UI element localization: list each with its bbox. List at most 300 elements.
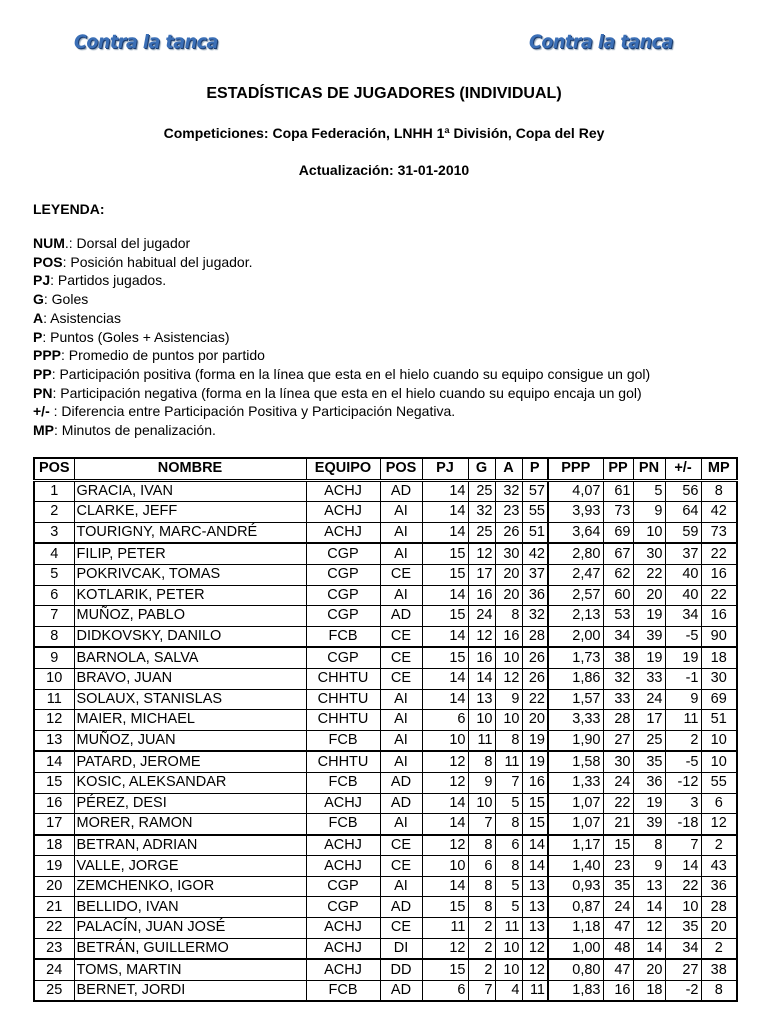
cell-p: 13	[522, 918, 548, 939]
cell-mp: 16	[701, 606, 737, 627]
cell-position: AD	[380, 772, 422, 793]
update-date: Actualización: 31-01-2010	[298, 162, 470, 178]
cell-g: 2	[468, 918, 495, 939]
cell-: 2	[665, 730, 701, 751]
cell-nombre: TOURIGNY, MARC-ANDRÉ	[74, 522, 306, 543]
table-row	[34, 606, 737, 627]
table-row	[34, 522, 737, 543]
table-header-row	[34, 458, 737, 480]
cell-g: 13	[468, 689, 495, 710]
player-stats-table	[33, 457, 738, 1002]
cell-pos: 5	[34, 564, 74, 585]
cell-ppp: 1,57	[548, 689, 603, 710]
cell-pos: 13	[34, 730, 74, 751]
cell-g: 9	[468, 772, 495, 793]
table-row	[34, 689, 737, 710]
cell-g: 6	[468, 856, 495, 877]
cell-a: 8	[495, 814, 522, 835]
cell-pn: 10	[633, 522, 665, 543]
cell-ppp: 2,13	[548, 606, 603, 627]
cell-pos: 8	[34, 626, 74, 647]
cell-pp: 61	[603, 480, 633, 502]
cell-position: AI	[380, 751, 422, 772]
cell-p: 16	[522, 772, 548, 793]
cell-pn: 12	[633, 918, 665, 939]
cell-nombre: PATARD, JEROME	[74, 751, 306, 772]
cell-position: AI	[380, 710, 422, 731]
cell-pj: 14	[422, 689, 468, 710]
legend-key: MP	[33, 422, 54, 439]
cell-g: 8	[468, 751, 495, 772]
cell-p: 51	[522, 522, 548, 543]
cell-mp: 28	[701, 897, 737, 918]
cell-nombre: MUÑOZ, JUAN	[74, 730, 306, 751]
cell-g: 2	[468, 938, 495, 959]
cell-ppp: 1,58	[548, 751, 603, 772]
legend-title: LEYENDA:	[33, 201, 105, 217]
cell-p: 11	[522, 980, 548, 1001]
cell-pn: 30	[633, 543, 665, 564]
cell-p: 12	[522, 938, 548, 959]
column-header: +/-	[665, 458, 701, 480]
logo-left: Contra la tanca	[74, 31, 218, 53]
cell-pj: 15	[422, 564, 468, 585]
cell-g: 8	[468, 897, 495, 918]
cell-pj: 14	[422, 522, 468, 543]
cell-pj: 14	[422, 668, 468, 689]
cell-g: 12	[468, 543, 495, 564]
table-row	[34, 564, 737, 585]
cell-equipo: CGP	[306, 564, 380, 585]
cell-: -5	[665, 751, 701, 772]
cell-pp: 16	[603, 980, 633, 1001]
cell-g: 8	[468, 835, 495, 856]
cell-: -12	[665, 772, 701, 793]
cell-ppp: 1,73	[548, 647, 603, 668]
cell-equipo: CHHTU	[306, 710, 380, 731]
cell-nombre: FILIP, PETER	[74, 543, 306, 564]
cell-position: CE	[380, 835, 422, 856]
table-row	[34, 959, 737, 980]
cell-a: 23	[495, 502, 522, 523]
column-header: PP	[603, 458, 633, 480]
cell-pp: 47	[603, 918, 633, 939]
column-header: EQUIPO	[306, 458, 380, 480]
cell-mp: 16	[701, 564, 737, 585]
table-row	[34, 897, 737, 918]
cell-a: 12	[495, 668, 522, 689]
cell-p: 22	[522, 689, 548, 710]
cell-ppp: 4,07	[548, 480, 603, 502]
cell-: 3	[665, 793, 701, 814]
cell-equipo: ACHJ	[306, 835, 380, 856]
cell-: 14	[665, 856, 701, 877]
table-row	[34, 751, 737, 772]
cell-ppp: 1,90	[548, 730, 603, 751]
cell-ppp: 2,80	[548, 543, 603, 564]
cell-pos: 12	[34, 710, 74, 731]
cell-pj: 15	[422, 543, 468, 564]
cell-p: 32	[522, 606, 548, 627]
cell-p: 12	[522, 959, 548, 980]
cell-equipo: ACHJ	[306, 480, 380, 502]
cell-pos: 1	[34, 480, 74, 502]
legend-desc: : Promedio de puntos por partido	[61, 347, 265, 364]
legend-item	[33, 309, 650, 328]
cell-a: 20	[495, 585, 522, 606]
cell-: 37	[665, 543, 701, 564]
table-row	[34, 856, 737, 877]
cell-ppp: 1,07	[548, 814, 603, 835]
cell-position: AI	[380, 689, 422, 710]
cell-pp: 35	[603, 876, 633, 897]
cell-pn: 35	[633, 751, 665, 772]
cell-g: 10	[468, 710, 495, 731]
cell-position: DI	[380, 938, 422, 959]
cell-a: 8	[495, 606, 522, 627]
legend-desc: : Posición habitual del jugador.	[62, 253, 253, 270]
cell-pos: 17	[34, 814, 74, 835]
cell-p: 37	[522, 564, 548, 585]
cell-nombre: DIDKOVSKY, DANILO	[74, 626, 306, 647]
legend-key: G	[33, 291, 44, 308]
cell-p: 13	[522, 897, 548, 918]
cell-pj: 12	[422, 835, 468, 856]
legend-desc: : Puntos (Goles + Asistencias)	[42, 328, 230, 345]
cell-position: AI	[380, 522, 422, 543]
cell-pj: 14	[422, 502, 468, 523]
cell-a: 11	[495, 751, 522, 772]
cell-a: 30	[495, 543, 522, 564]
cell-mp: 18	[701, 647, 737, 668]
cell-mp: 6	[701, 793, 737, 814]
cell-: -5	[665, 626, 701, 647]
table-row	[34, 730, 737, 751]
cell-pp: 53	[603, 606, 633, 627]
cell-equipo: ACHJ	[306, 502, 380, 523]
legend-key: NUM	[33, 235, 65, 251]
cell-: 22	[665, 876, 701, 897]
cell-equipo: CGP	[306, 585, 380, 606]
cell-equipo: FCB	[306, 980, 380, 1001]
cell-mp: 20	[701, 918, 737, 939]
cell-equipo: CGP	[306, 647, 380, 668]
cell-g: 12	[468, 626, 495, 647]
legend-key: PP	[33, 365, 52, 382]
cell-g: 8	[468, 876, 495, 897]
cell-ppp: 1,40	[548, 856, 603, 877]
cell-a: 16	[495, 626, 522, 647]
cell-nombre: SOLAUX, STANISLAS	[74, 689, 306, 710]
table-row	[34, 980, 737, 1001]
cell-a: 26	[495, 522, 522, 543]
cell-: 10	[665, 897, 701, 918]
cell-position: CE	[380, 647, 422, 668]
cell-pos: 9	[34, 647, 74, 668]
cell-pos: 4	[34, 543, 74, 564]
cell-p: 14	[522, 835, 548, 856]
cell-equipo: CGP	[306, 876, 380, 897]
cell-pn: 25	[633, 730, 665, 751]
legend-key: A	[33, 309, 44, 326]
cell-pp: 34	[603, 626, 633, 647]
cell-nombre: MUÑOZ, PABLO	[74, 606, 306, 627]
column-header: PN	[633, 458, 665, 480]
cell-pn: 18	[633, 980, 665, 1001]
cell-g: 10	[468, 793, 495, 814]
cell-mp: 22	[701, 543, 737, 564]
table-row	[34, 938, 737, 959]
cell-a: 10	[495, 647, 522, 668]
column-header: MP	[701, 458, 737, 480]
cell-ppp: 1,83	[548, 980, 603, 1001]
cell-mp: 43	[701, 856, 737, 877]
cell-ppp: 0,80	[548, 959, 603, 980]
cell-pj: 6	[422, 980, 468, 1001]
cell-pos: 14	[34, 751, 74, 772]
cell-pj: 10	[422, 730, 468, 751]
cell-p: 19	[522, 751, 548, 772]
legend-key: PPP	[33, 347, 62, 364]
cell-pj: 14	[422, 585, 468, 606]
cell-: 40	[665, 564, 701, 585]
cell-equipo: ACHJ	[306, 959, 380, 980]
cell-position: CE	[380, 918, 422, 939]
competitions-subtitle: Competiciones: Copa Federación, LNHH 1ª División, Copa del Rey	[163, 125, 605, 141]
legend-item	[33, 365, 650, 384]
cell-: 9	[665, 689, 701, 710]
legend-key: PJ	[33, 272, 51, 289]
cell-: 40	[665, 585, 701, 606]
table-row	[34, 585, 737, 606]
cell-equipo: ACHJ	[306, 938, 380, 959]
cell-pn: 20	[633, 585, 665, 606]
cell-p: 19	[522, 730, 548, 751]
cell-: 56	[665, 480, 701, 502]
cell-pos: 24	[34, 959, 74, 980]
cell-a: 9	[495, 689, 522, 710]
legend-desc: .: Dorsal del jugador	[64, 235, 191, 251]
cell-pp: 38	[603, 647, 633, 668]
cell-equipo: CHHTU	[306, 668, 380, 689]
column-header: PJ	[422, 458, 468, 480]
cell-pn: 19	[633, 647, 665, 668]
cell-g: 25	[468, 522, 495, 543]
legend-desc: : Partidos jugados.	[50, 272, 167, 289]
cell-position: AI	[380, 814, 422, 835]
cell-pp: 47	[603, 959, 633, 980]
cell-nombre: PALACÍN, JUAN JOSÉ	[74, 918, 306, 939]
cell-: 59	[665, 522, 701, 543]
column-header: A	[495, 458, 522, 480]
cell-pj: 15	[422, 897, 468, 918]
cell-nombre: ZEMCHENKO, IGOR	[74, 876, 306, 897]
cell-a: 5	[495, 876, 522, 897]
cell-pj: 14	[422, 876, 468, 897]
cell-pn: 5	[633, 480, 665, 502]
cell-position: DD	[380, 959, 422, 980]
legend-item	[33, 253, 650, 272]
table-row	[34, 835, 737, 856]
legend-item	[33, 234, 650, 253]
legend-desc: : Participación negativa (forma en la línea que esta en el hielo cuando su equipo encaja un gol)	[52, 384, 642, 401]
cell-ppp: 1,00	[548, 938, 603, 959]
cell-a: 32	[495, 480, 522, 502]
cell-position: AI	[380, 876, 422, 897]
cell-nombre: BARNOLA, SALVA	[74, 647, 306, 668]
table-row	[34, 543, 737, 564]
cell-equipo: FCB	[306, 814, 380, 835]
cell-pj: 11	[422, 918, 468, 939]
table-row	[34, 647, 737, 668]
cell-g: 17	[468, 564, 495, 585]
cell-pp: 60	[603, 585, 633, 606]
cell-mp: 38	[701, 959, 737, 980]
cell-ppp: 2,57	[548, 585, 603, 606]
cell-nombre: KOTLARIK, PETER	[74, 585, 306, 606]
cell-p: 14	[522, 856, 548, 877]
table-row	[34, 793, 737, 814]
legend-key: POS	[33, 253, 63, 270]
cell-pos: 15	[34, 772, 74, 793]
cell-p: 20	[522, 710, 548, 731]
cell-nombre: PÉREZ, DESI	[74, 793, 306, 814]
cell-mp: 51	[701, 710, 737, 731]
cell-equipo: FCB	[306, 730, 380, 751]
cell-ppp: 0,93	[548, 876, 603, 897]
cell-p: 26	[522, 647, 548, 668]
cell-nombre: CLARKE, JEFF	[74, 502, 306, 523]
cell-equipo: CHHTU	[306, 689, 380, 710]
cell-pos: 20	[34, 876, 74, 897]
cell-ppp: 1,86	[548, 668, 603, 689]
cell-pp: 24	[603, 897, 633, 918]
column-header: POS	[380, 458, 422, 480]
cell-g: 14	[468, 668, 495, 689]
cell-ppp: 3,33	[548, 710, 603, 731]
cell-nombre: MAIER, MICHAEL	[74, 710, 306, 731]
cell-pos: 2	[34, 502, 74, 523]
column-header: G	[468, 458, 495, 480]
table-row	[34, 918, 737, 939]
cell-ppp: 0,87	[548, 897, 603, 918]
cell-mp: 8	[701, 480, 737, 502]
cell-mp: 10	[701, 751, 737, 772]
cell-mp: 90	[701, 626, 737, 647]
cell-mp: 10	[701, 730, 737, 751]
cell-position: AI	[380, 543, 422, 564]
cell-pos: 11	[34, 689, 74, 710]
cell-pn: 14	[633, 938, 665, 959]
cell-equipo: ACHJ	[306, 793, 380, 814]
cell-pp: 73	[603, 502, 633, 523]
legend-item	[33, 271, 650, 290]
table-row	[34, 626, 737, 647]
column-header: P	[522, 458, 548, 480]
cell-position: CE	[380, 668, 422, 689]
cell-nombre: BETRAN, ADRIAN	[74, 835, 306, 856]
table-row	[34, 710, 737, 731]
cell-a: 20	[495, 564, 522, 585]
cell-position: AD	[380, 793, 422, 814]
cell-equipo: CGP	[306, 897, 380, 918]
cell-ppp: 1,33	[548, 772, 603, 793]
legend-desc: : Diferencia entre Participación Positiva y Participación Negativa.	[49, 403, 456, 420]
cell-pn: 19	[633, 606, 665, 627]
legend-desc: : Participación positiva (forma en la línea que esta en el hielo cuando su equipo consigue un gol)	[51, 365, 651, 382]
cell-pos: 16	[34, 793, 74, 814]
cell-pp: 62	[603, 564, 633, 585]
cell-p: 15	[522, 793, 548, 814]
cell-pn: 14	[633, 897, 665, 918]
cell-pn: 19	[633, 793, 665, 814]
cell-pj: 15	[422, 647, 468, 668]
cell-nombre: POKRIVCAK, TOMAS	[74, 564, 306, 585]
cell-p: 57	[522, 480, 548, 502]
legend-item	[33, 421, 650, 440]
cell-pn: 9	[633, 502, 665, 523]
legend-desc: : Asistencias	[43, 309, 121, 326]
cell-pos: 19	[34, 856, 74, 877]
legend-item	[33, 402, 650, 421]
cell-pp: 67	[603, 543, 633, 564]
cell-mp: 69	[701, 689, 737, 710]
cell-a: 5	[495, 793, 522, 814]
cell-mp: 2	[701, 835, 737, 856]
cell-mp: 55	[701, 772, 737, 793]
cell-pos: 18	[34, 835, 74, 856]
cell-a: 11	[495, 918, 522, 939]
cell-pj: 12	[422, 938, 468, 959]
table-row	[34, 502, 737, 523]
cell-equipo: CHHTU	[306, 751, 380, 772]
cell-nombre: TOMS, MARTIN	[74, 959, 306, 980]
cell-pn: 36	[633, 772, 665, 793]
cell-: -1	[665, 668, 701, 689]
legend-desc: : Minutos de penalización.	[54, 422, 216, 439]
cell-position: AD	[380, 897, 422, 918]
cell-a: 10	[495, 959, 522, 980]
cell-a: 10	[495, 710, 522, 731]
cell-pj: 15	[422, 606, 468, 627]
cell-ppp: 3,93	[548, 502, 603, 523]
table-row	[34, 876, 737, 897]
cell-position: AI	[380, 585, 422, 606]
cell-equipo: ACHJ	[306, 918, 380, 939]
cell-ppp: 3,64	[548, 522, 603, 543]
cell-: -18	[665, 814, 701, 835]
cell-position: AD	[380, 480, 422, 502]
cell-equipo: CGP	[306, 606, 380, 627]
cell-: 34	[665, 938, 701, 959]
column-header: NOMBRE	[74, 458, 306, 480]
cell-position: AI	[380, 502, 422, 523]
cell-ppp: 2,00	[548, 626, 603, 647]
page-title: ESTADÍSTICAS DE JUGADORES (INDIVIDUAL)	[206, 85, 562, 102]
cell-mp: 36	[701, 876, 737, 897]
cell-pj: 12	[422, 751, 468, 772]
cell-position: CE	[380, 564, 422, 585]
cell-pp: 33	[603, 689, 633, 710]
cell-: 34	[665, 606, 701, 627]
cell-g: 16	[468, 647, 495, 668]
cell-ppp: 1,07	[548, 793, 603, 814]
legend-item	[33, 384, 650, 403]
cell-a: 5	[495, 897, 522, 918]
cell-p: 36	[522, 585, 548, 606]
cell-pp: 24	[603, 772, 633, 793]
cell-: -2	[665, 980, 701, 1001]
